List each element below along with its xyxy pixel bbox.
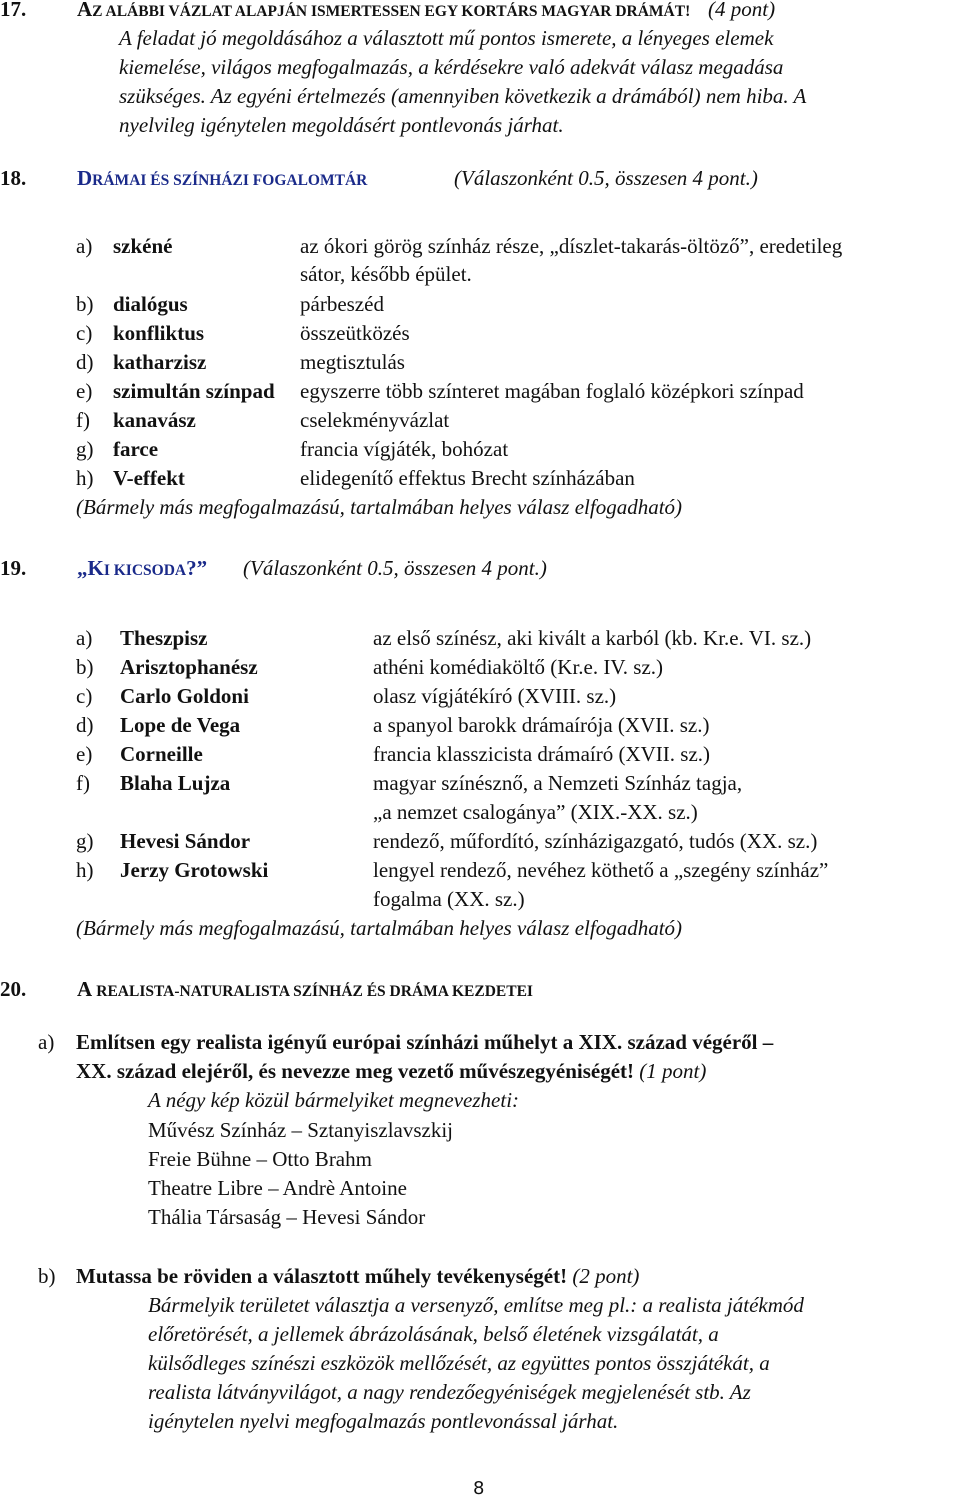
person-name: Theszpisz	[120, 626, 208, 650]
answer-line: előretörését, a jellemek ábrázolásának, belső életének vizsgálatát, a	[148, 1322, 719, 1346]
answer-line: realista látványvilágot, a nagy rendezőegyéniségek megjelenését stb. Az	[148, 1380, 751, 1404]
item-letter: h)	[76, 858, 94, 882]
term: katharzisz	[113, 350, 207, 374]
term: V-effekt	[113, 466, 185, 490]
item-letter: g)	[76, 829, 94, 853]
item-letter: e)	[76, 742, 93, 766]
answer-option: Freie Bühne – Otto Brahm	[148, 1147, 372, 1171]
definition: megtisztulás	[300, 350, 405, 374]
item-letter: d)	[76, 713, 94, 737]
question-number: 18.	[0, 166, 27, 190]
definition: összeütközés	[300, 321, 410, 345]
item-letter: f)	[76, 771, 90, 795]
item-letter: b)	[38, 1264, 56, 1288]
subquestion-line: XX. század elejéről, és nevezze meg vezető művészegyéniségét! (1 pont)	[76, 1059, 707, 1083]
definition: egyszerre több színteret magában foglaló középkori színpad	[300, 379, 804, 403]
term: farce	[113, 437, 159, 461]
instruction-line: A feladat jó megoldásához a választott mű pontos ismerete, a lényeges elemek	[119, 26, 774, 50]
answer-line: igénytelen nyelvi megfogalmazás pontlevonással járhat.	[148, 1409, 619, 1433]
item-letter: a)	[38, 1030, 55, 1054]
person-description: francia klasszicista drámaíró (XVII. sz.)	[373, 742, 711, 766]
question-points: (Válaszonként 0.5, összesen 4 pont.)	[243, 556, 547, 580]
question-number: 20.	[0, 977, 27, 1001]
term: kanavász	[113, 408, 196, 432]
answer-line: Bármelyik területet választja a versenyző, említse meg pl.: a realista játékmód	[148, 1293, 804, 1317]
definition: párbeszéd	[300, 292, 384, 316]
person-description: athéni komédiaköltő (Kr.e. IV. sz.)	[373, 655, 664, 679]
term: szimultán színpad	[113, 379, 275, 403]
question-title: A REALISTA-NATURALISTA SZÍNHÁZ ÉS DRÁMA KEZDETEI	[77, 977, 533, 1001]
definition: francia vígjáték, bohózat	[300, 437, 509, 461]
item-letter: a)	[76, 626, 93, 650]
person-name: Arisztophanész	[120, 655, 258, 679]
subquestion-line: Mutassa be röviden a választott műhely tevékenységét! (2 pont)	[76, 1264, 640, 1288]
person-name: Lope de Vega	[120, 713, 241, 737]
person-description: „a nemzet csalogánya” (XIX.-XX. sz.)	[373, 800, 698, 824]
item-letter: h)	[76, 466, 94, 490]
question-number: 17.	[0, 0, 27, 21]
instruction-line: nyelvileg igénytelen megoldásért pontlevonás járhat.	[119, 113, 564, 137]
person-description: lengyel rendező, nevéhez köthető a „szegény színház”	[373, 858, 829, 882]
acceptance-note: (Bármely más megfogalmazású, tartalmában helyes válasz elfogadható)	[76, 495, 683, 519]
question-points: (4 pont)	[708, 0, 776, 21]
person-name: Blaha Lujza	[120, 771, 231, 795]
question-title: DRÁMAI ÉS SZÍNHÁZI FOGALOMTÁR	[77, 166, 368, 190]
item-letter: e)	[76, 379, 93, 403]
answer-option: Theatre Libre – Andrè Antoine	[148, 1176, 407, 1200]
person-description: magyar színésznő, a Nemzeti Színház tagja,	[373, 771, 743, 795]
definition: az ókori görög színház része, „díszlet-takarás-öltöző”, eredetileg	[300, 234, 843, 258]
term: dialógus	[113, 292, 188, 316]
person-name: Hevesi Sándor	[120, 829, 251, 853]
term: konfliktus	[113, 321, 205, 345]
person-description: rendező, műfordító, színházigazgató, tudós (XX. sz.)	[373, 829, 818, 853]
item-letter: g)	[76, 437, 94, 461]
instruction-line: kiemelése, világos megfogalmazás, a kérdésekre való adekvát válasz megadása	[119, 55, 784, 79]
question-title: „KI KICSODA?”	[77, 556, 208, 580]
item-letter: c)	[76, 684, 93, 708]
item-letter: a)	[76, 234, 93, 258]
item-letter: f)	[76, 408, 90, 432]
acceptance-note: (Bármely más megfogalmazású, tartalmában helyes válasz elfogadható)	[76, 916, 683, 940]
instruction-line: szükséges. Az egyéni értelmezés (amennyiben következik a drámából) nem hiba. A	[119, 84, 807, 108]
person-name: Jerzy Grotowski	[120, 858, 269, 882]
answer-option: Művész Színház – Sztanyiszlavszkij	[148, 1118, 454, 1142]
person-description: fogalma (XX. sz.)	[373, 887, 525, 911]
person-description: olasz vígjátékíró (XVIII. sz.)	[373, 684, 617, 708]
definition: sátor, később épület.	[300, 262, 472, 286]
term: szkéné	[113, 234, 173, 258]
answer-line: külsődleges színészi eszközök mellőzését, az együttes pontos összjátékát, a	[148, 1351, 770, 1375]
item-letter: d)	[76, 350, 94, 374]
person-description: a spanyol barokk drámaírója (XVII. sz.)	[373, 713, 710, 737]
person-name: Corneille	[120, 742, 203, 766]
item-letter: b)	[76, 655, 94, 679]
item-letter: b)	[76, 292, 94, 316]
item-letter: c)	[76, 321, 93, 345]
definition: elidegenítő effektus Brecht színházában	[300, 466, 635, 490]
answer-option: Thália Társaság – Hevesi Sándor	[148, 1205, 426, 1229]
person-name: Carlo Goldoni	[120, 684, 249, 708]
definition: cselekményvázlat	[300, 408, 450, 432]
person-description: az első színész, aki kivált a karból (kb. Kr.e. VI. sz.)	[373, 626, 812, 650]
page-number: 8	[473, 1478, 485, 1499]
question-number: 19.	[0, 556, 27, 580]
question-points: (Válaszonként 0.5, összesen 4 pont.)	[454, 166, 758, 190]
subquestion-text: Említsen egy realista igényű európai színházi műhelyt a XIX. század végéről –	[76, 1030, 774, 1054]
question-title: AZ ALÁBBI VÁZLAT ALAPJÁN ISMERTESSEN EGY KORTÁRS MAGYAR DRÁMÁT!	[77, 0, 691, 21]
answer-hint: A négy kép közül bármelyiket megnevezheti:	[148, 1088, 520, 1112]
